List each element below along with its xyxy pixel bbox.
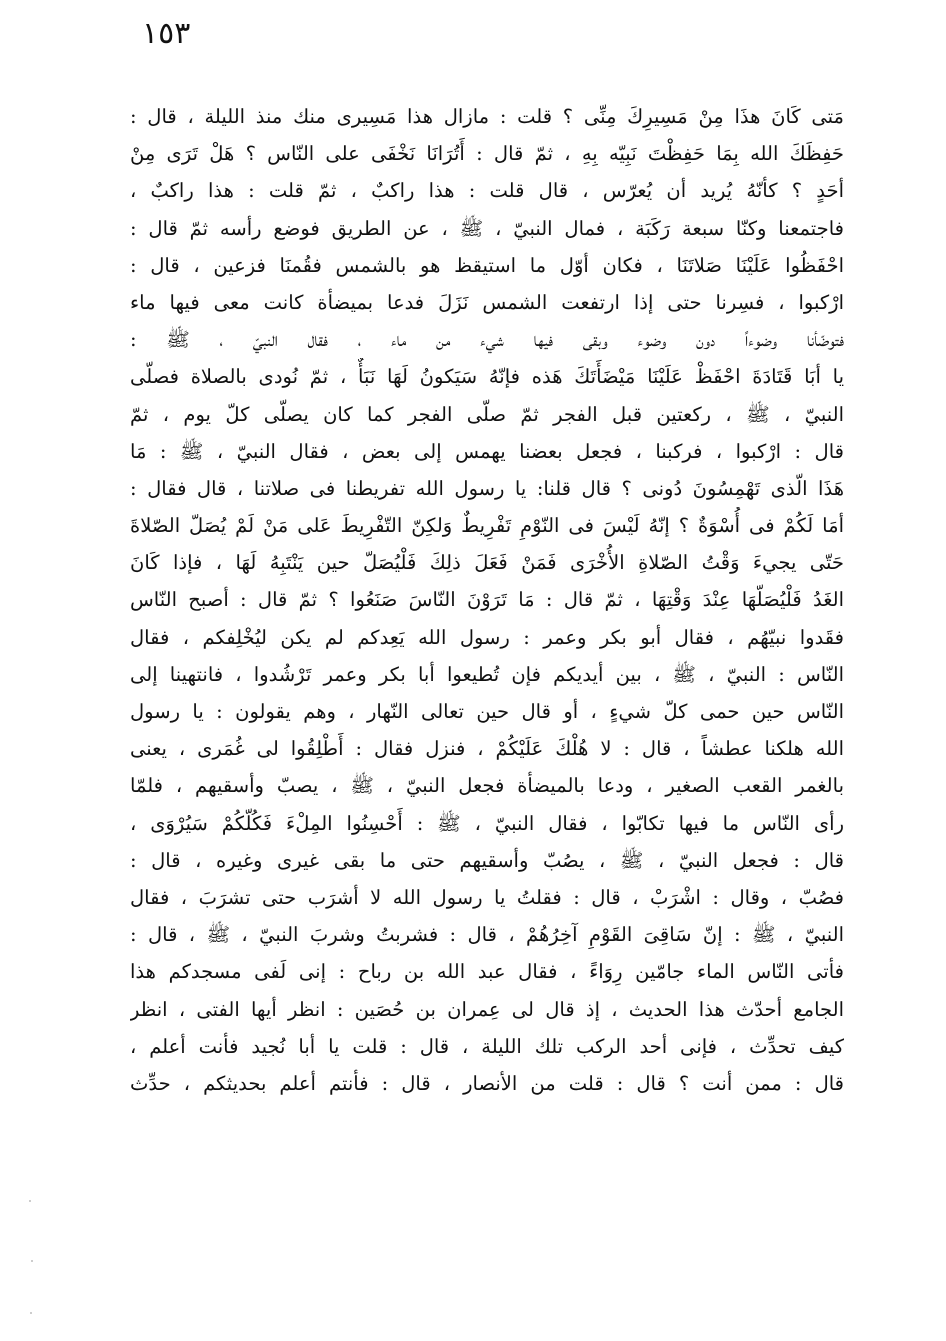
body-text	[130, 98, 844, 1102]
text-line: قال : ممن أنت ؟ قال : قلت من الأنصار ، قال : فأنتم أعلم بحديثكم ، حدِّث	[130, 1071, 844, 1095]
text-line: احْفَظُوا عَلَيْنَا صَلاتَنَا ، فكان أوّل ما استيقظ هو بالشمس فقُمنَا فزعين ، قال :	[130, 253, 844, 277]
text-line: النبيّ ، ﷺ : إنّ سَاقِىَ القَوْمِ آخِرُهُمْ ، قال : فشربتُ وشربَ النبيّ ، ﷺ ، قال :	[130, 923, 844, 947]
text-line: الجامع أحدّث هذا الحديث ، إذ قال لى عِمران بن حُصَين : انظر أيها الفتى ، انظر	[130, 997, 844, 1021]
text-line: النّاس حين حمى كلّ شيءٍ ، أو قال حين تعالى النّهار ، وهم يقولون : يا رسول	[130, 700, 844, 723]
text-line: النبيّ ، ﷺ ، ركعتين قبل الفجر ثمّ صلّى الفجر كما كان يصلّى كلّ يوم ، ثمّ	[130, 402, 844, 426]
scan-speck	[30, 1312, 32, 1314]
scan-speck	[29, 1200, 31, 1202]
text-line: أمَا لَكُمْ فى أُسْوَةٌ ؟ إنّهُ لَيْسَ فى النّوْمِ تَفْرِيطٌ وَلكِنّ التّفْرِيطَ عَلى مَنْ لَمْ يُصَلّ الصّلاةَ	[130, 514, 844, 538]
text-line: فقَدوا نبيّهُم ، فقال أبو بكر وعمر : رسول الله يَعِدكم لم يكن ليُخْلِفكم ، فقال	[130, 625, 844, 649]
text-line: بالغمر القعب الصغير ، ودعا بالميضأة فجعل النبيّ ، ﷺ ، يصبّ وأسقيهم ، فلمّا	[130, 774, 844, 798]
page-number: ١٥٣	[142, 16, 191, 51]
text-line: يا أبَا قَتَادَةَ احْفَظْ عَلَيْنَا مَيْضَأَتَكَ هَذه فإنّهُ سَيَكونُ لَهَا نَبَأٌ ، ثمّ نُودى بالصلاة فصلّى	[130, 365, 844, 389]
text-line: مَتى كَانَ هذَا مِنْ مَسِيرِكَ مِنِّى ؟ قلت : مازال هذا مَسِيرى منك منذ الليلة ، قال :	[130, 105, 844, 128]
text-line: فأتى النّاس الماء جامّين رِوَاءً ، فقال عبد الله بن رباح : إنى لَفى مسجدكم هذا	[130, 960, 844, 984]
text-line: كيف تحدِّث ، فإنى أحد الركب تلك الليلة ، قال : قلت يا أبا نُجيد فأنت أعلم ،	[130, 1034, 844, 1058]
text-line: حَتّى يجيءَ وَقْتُ الصّلاةِ الأُخْرَى فَمَنْ فَعَلَ ذلِكَ فَلْيُصَلّ حين يَنْتَبِهُ لَهَا ، فإذا كَانَ	[130, 551, 844, 575]
text-line: أحَدٍ ؟ كأنّهُ يُريد أن يُعرّس ، قال قلت : هذا راكبٌ ، ثمّ قلت : هذا راكبٌ ،	[130, 179, 844, 203]
text-line: فاجتمعنا وكنّا سبعة رَكَبَة ، فمال النبيّ ، ﷺ ، عن الطريق فوضع رأسه ثمّ قال :	[130, 216, 844, 240]
text-line: فصُبّ ، وقال : اشْرَبْ ، قال : فقلتُ يا رسول الله لا أشرَب حتى تشرَبَ ، فقال	[130, 885, 844, 909]
text-line: قال : فجعل النبيّ ، ﷺ ، يصُبّ وأسقيهم حتى ما بقى غيرى وغيره ، قال :	[130, 848, 844, 872]
text-line: قال : ارْكبوا ، فركبنا ، فجعل بعضنا يهمس إلى بعض ، فقال النبيّ ، ﷺ : مَا	[130, 439, 844, 463]
text-line: ارْكبوا ، فسِرنا حتى إذا ارتفعت الشمس نَزَلَ فدعا بميضأة كانت معى فيها ماء	[130, 290, 844, 314]
text-line: حَفِظَكَ الله بِمَا حَفِظْتَ نَبِيّه بِهِ ، ثمّ قال : أَتُرَانَا نَخْفَى على النّاس ؟ هَلْ تَرَى مِنْ	[130, 142, 844, 166]
scan-margin-marks	[28, 1200, 34, 1340]
text-line: فتوضّأنا وضوءاً دون وضوء وبقى فيها شيء من ماء ، فقال النبيّ ، ﷺ :	[130, 328, 844, 352]
text-line: رأى النّاس ما فيها تكابّوا ، فقال النبيّ ، ﷺ : أَحْسِنُوا المِلْءَ فَكُلّكُمْ سَيُرْوَى ،	[130, 811, 844, 835]
text-line: هَذَا الّذى تَهْمِسُونَ دُونى ؟ قال قلنا: يا رسول الله تفريطنا فى صلاتنا ، قال فقال :	[130, 476, 844, 500]
text-line: الله هلكنا عطشاً ، قال : لا هُلْكَ عَلَيْكُمْ ، فنزل فقال : أَطْلِقُوا لى غُمَرى ، يعنى	[130, 737, 844, 761]
text-line: الغَدُ فَلْيُصَلّهَا عِنْدَ وَقْتِهَا ، ثمّ قال : مَا تَرَوْنَ النّاسَ صَنَعُوا ؟ ثمّ قال : أصبح النّاس	[130, 588, 844, 612]
text-line: النّاس : النبيّ ، ﷺ ، بين أيديكم فإن تُطيعوا أبا بكر وعمر تَرْشُدوا ، فانتهينا إلى	[130, 662, 844, 686]
scan-speck	[31, 1260, 33, 1262]
